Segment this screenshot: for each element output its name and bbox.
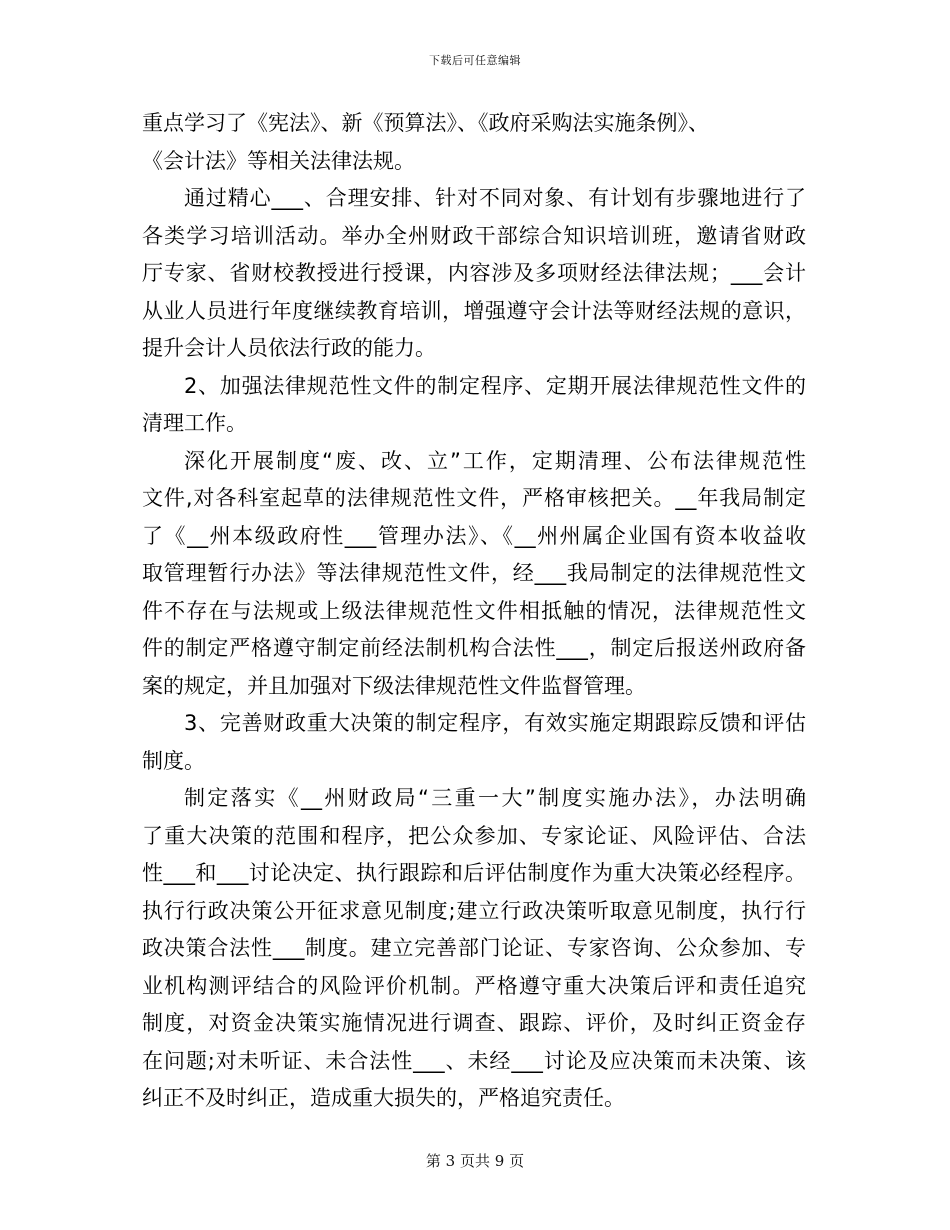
text-line: 纠正不及时纠正，造成重大损失的，严格追究责任。 — [142, 1086, 625, 1110]
text-line: 从业人员进行年度继续教育培训，增强遵守会计法等财经法规的意识， — [142, 298, 806, 323]
text-line: 执行行政决策公开征求意见制度;建立行政决策听取意见制度，执行行 — [142, 898, 806, 923]
text-line: 2、加强法律规范性文件的制定程序、定期开展法律规范性文件的 — [184, 373, 806, 398]
text-line: 了《__州本级政府性___管理办法》、《__州州属企业国有资本收益收 — [142, 523, 806, 548]
text-line: 深化开展制度“废、改、立”工作，定期清理、公布法律规范性 — [184, 448, 806, 473]
text-line: 通过精心___、合理安排、针对不同对象、有计划有步骤地进行了 — [184, 186, 806, 210]
text-line: 了重大决策的范围和程序，把公众参加、专家论证、风险评估、合法 — [142, 823, 806, 848]
text-line: 取管理暂行办法》等法律规范性文件，经___我局制定的法律规范性文 — [142, 561, 806, 585]
text-line: 件的制定严格遵守制定前经法制机构合法性___，制定后报送州政府备 — [142, 636, 806, 660]
text-line: 《会计法》等相关法律法规。 — [142, 148, 415, 173]
text-line: 制度。 — [142, 748, 205, 773]
text-line: 各类学习培训活动。举办全州财政干部综合知识培训班，邀请省财政 — [142, 223, 806, 248]
page-header: 下载后可任意编辑 — [429, 54, 521, 67]
text-line: 重点学习了《宪法》、新《预算法》、《政府采购法实施条例》、 — [142, 111, 709, 135]
text-line: 在问题;对未听证、未合法性___、未经___讨论及应决策而未决策、该 — [142, 1048, 806, 1073]
text-line: 制度，对资金决策实施情况进行调查、跟踪、评价，及时纠正资金存 — [142, 1011, 806, 1035]
text-line: 制定落实《__州财政局“三重一大”制度实施办法》，办法明确 — [184, 786, 806, 810]
text-line: 3、完善财政重大决策的制定程序，有效实施定期跟踪反馈和评估 — [184, 711, 806, 735]
text-line: 性___和___讨论决定、执行跟踪和后评估制度作为重大决策必经程序。 — [142, 861, 806, 885]
text-line: 提升会计人员依法行政的能力。 — [142, 336, 436, 360]
text-line: 件不存在与法规或上级法律规范性文件相抵触的情况，法律规范性文 — [142, 598, 806, 623]
document-body — [142, 105, 806, 1118]
text-line: 业机构测评结合的风险评价机制。严格遵守重大决策后评和责任追究 — [142, 973, 806, 998]
text-line: 政决策合法性___制度。建立完善部门论证、专家咨询、公众参加、专 — [142, 936, 806, 960]
text-line: 厅专家、省财校教授进行授课，内容涉及多项财经法律法规；___会计 — [142, 261, 806, 285]
text-line: 清理工作。 — [142, 411, 247, 435]
text-line: 案的规定，并且加强对下级法律规范性文件监督管理。 — [142, 673, 646, 698]
page-number: 第 3 页共 9 页 — [425, 1152, 525, 1170]
text-line: 文件,对各科室起草的法律规范性文件，严格审核把关。__年我局制定 — [142, 486, 806, 510]
